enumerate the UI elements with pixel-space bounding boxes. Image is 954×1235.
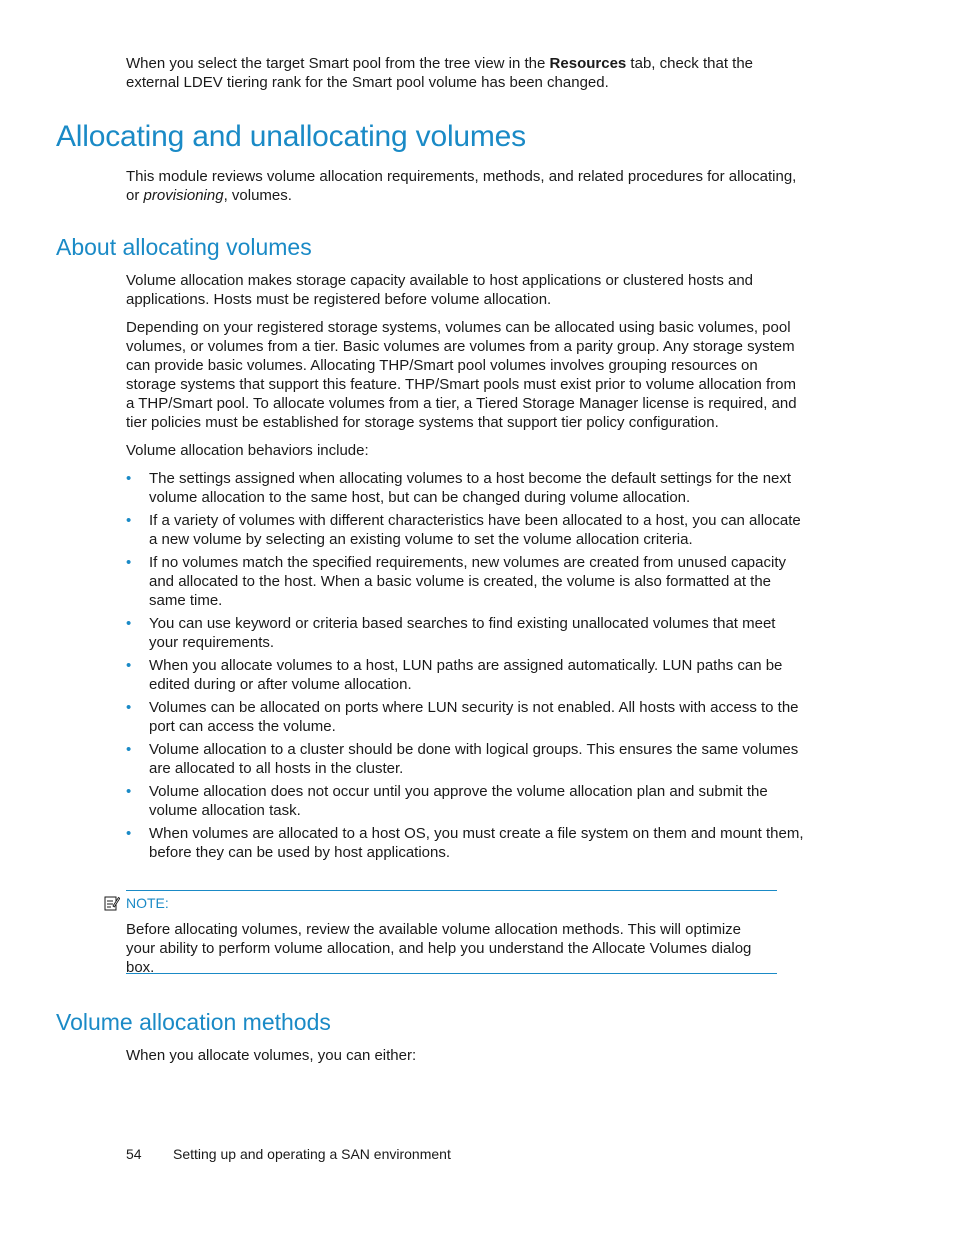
note-text: Before allocating volumes, review the available volume allocation methods. This will optimize your ability to perform volume allocation, and help you understand the Allocate Volumes dialog box.	[126, 921, 752, 976]
resources-tab-term: Resources	[549, 55, 627, 72]
list-item-text: The settings assigned when allocating volumes to a host become the default settings for the next volume allocation to the same host, but can be changed during volume allocation.	[149, 470, 792, 506]
note-pencil-icon	[104, 895, 120, 911]
note-box	[126, 890, 777, 974]
about-paragraph-1: Volume allocation makes storage capacity available to host applications or clustered hosts and applications. Hosts must be registered before volume allocation.	[126, 272, 754, 308]
intro-text-end: tab, check that the external LDEV tiering rank for the Smart pool volume has been changed.	[126, 55, 754, 91]
module-description-end: , volumes.	[223, 187, 292, 204]
section-heading-methods: Volume allocation methods	[56, 1009, 331, 1035]
about-section-body	[126, 271, 806, 866]
bullet-icon: •	[126, 783, 132, 800]
bullet-icon: •	[126, 615, 132, 632]
module-description-text: This module reviews volume allocation requirements, methods, and related procedures for allocating, or	[126, 168, 797, 204]
about-paragraph-3: Volume allocation behaviors include:	[126, 442, 369, 459]
bullet-icon: •	[126, 470, 132, 487]
intro-text: When you select the target Smart pool from the tree view in the	[126, 55, 550, 72]
footer-section-title: Setting up and operating a SAN environment	[173, 1146, 451, 1162]
list-item	[126, 553, 806, 610]
behaviors-list	[126, 469, 806, 862]
list-item	[126, 824, 806, 862]
provisioning-term: provisioning	[143, 187, 224, 204]
page-footer	[126, 1145, 451, 1163]
list-item-text: Volume allocation does not occur until you approve the volume allocation plan and submit the volume allocation task.	[149, 783, 768, 819]
note-label: NOTE:	[126, 895, 169, 911]
page-title: Allocating and unallocating volumes	[56, 120, 526, 153]
list-item-text: If no volumes match the specified requirements, new volumes are created from unused capacity and allocated to the host. When a basic volume is created, the volume is also formatted at the same time.	[149, 554, 786, 609]
bullet-icon: •	[126, 825, 132, 842]
bullet-icon: •	[126, 699, 132, 716]
list-item-text: If a variety of volumes with different characteristics have been allocated to a host, you can allocate a new volume by selecting an existing volume to set the volume allocation criteria.	[149, 512, 801, 548]
list-item-text: When you allocate volumes to a host, LUN paths are assigned automatically. LUN paths can be edited during or after volume allocation.	[149, 657, 783, 693]
page-number: 54	[126, 1146, 142, 1162]
list-item	[126, 511, 806, 549]
list-item-text: Volume allocation to a cluster should be done with logical groups. This ensures the same volumes are allocated to all hosts in the cluster.	[149, 741, 799, 777]
list-item	[126, 698, 806, 736]
methods-description: When you allocate volumes, you can either:	[126, 1047, 417, 1064]
list-item-text: When volumes are allocated to a host OS, you must create a file system on them and mount them, before they can be used by host applications.	[149, 825, 804, 861]
list-item	[126, 782, 806, 820]
list-item-text: Volumes can be allocated on ports where LUN security is not enabled. All hosts with access to the port can access the volume.	[149, 699, 799, 735]
list-item-text: You can use keyword or criteria based searches to find existing unallocated volumes that meet your requirements.	[149, 615, 776, 651]
note-header	[104, 895, 169, 911]
list-item	[126, 614, 806, 652]
bullet-icon: •	[126, 554, 132, 571]
bullet-icon: •	[126, 741, 132, 758]
module-description	[126, 167, 806, 205]
about-paragraph-2: Depending on your registered storage systems, volumes can be allocated using basic volumes, pool volumes, or volumes from a tier. Basic volumes are volumes from a parity group. Any storage system can provide basic volumes. Allocating THP/Smart pool volumes involves grouping resources on storage systems that support this feature. THP/Smart pools must exist prior to volume allocation from a THP/Smart pool. To allocate volumes from a tier, a Tiered Storage Manager license is required, and tier policies must be established for storage systems that support tier policy configuration.	[126, 319, 797, 431]
list-item	[126, 656, 806, 694]
section-heading-about: About allocating volumes	[56, 234, 312, 260]
bullet-icon: •	[126, 657, 132, 674]
list-item	[126, 740, 806, 778]
bullet-icon: •	[126, 512, 132, 529]
intro-paragraph	[126, 54, 806, 92]
list-item	[126, 469, 806, 507]
